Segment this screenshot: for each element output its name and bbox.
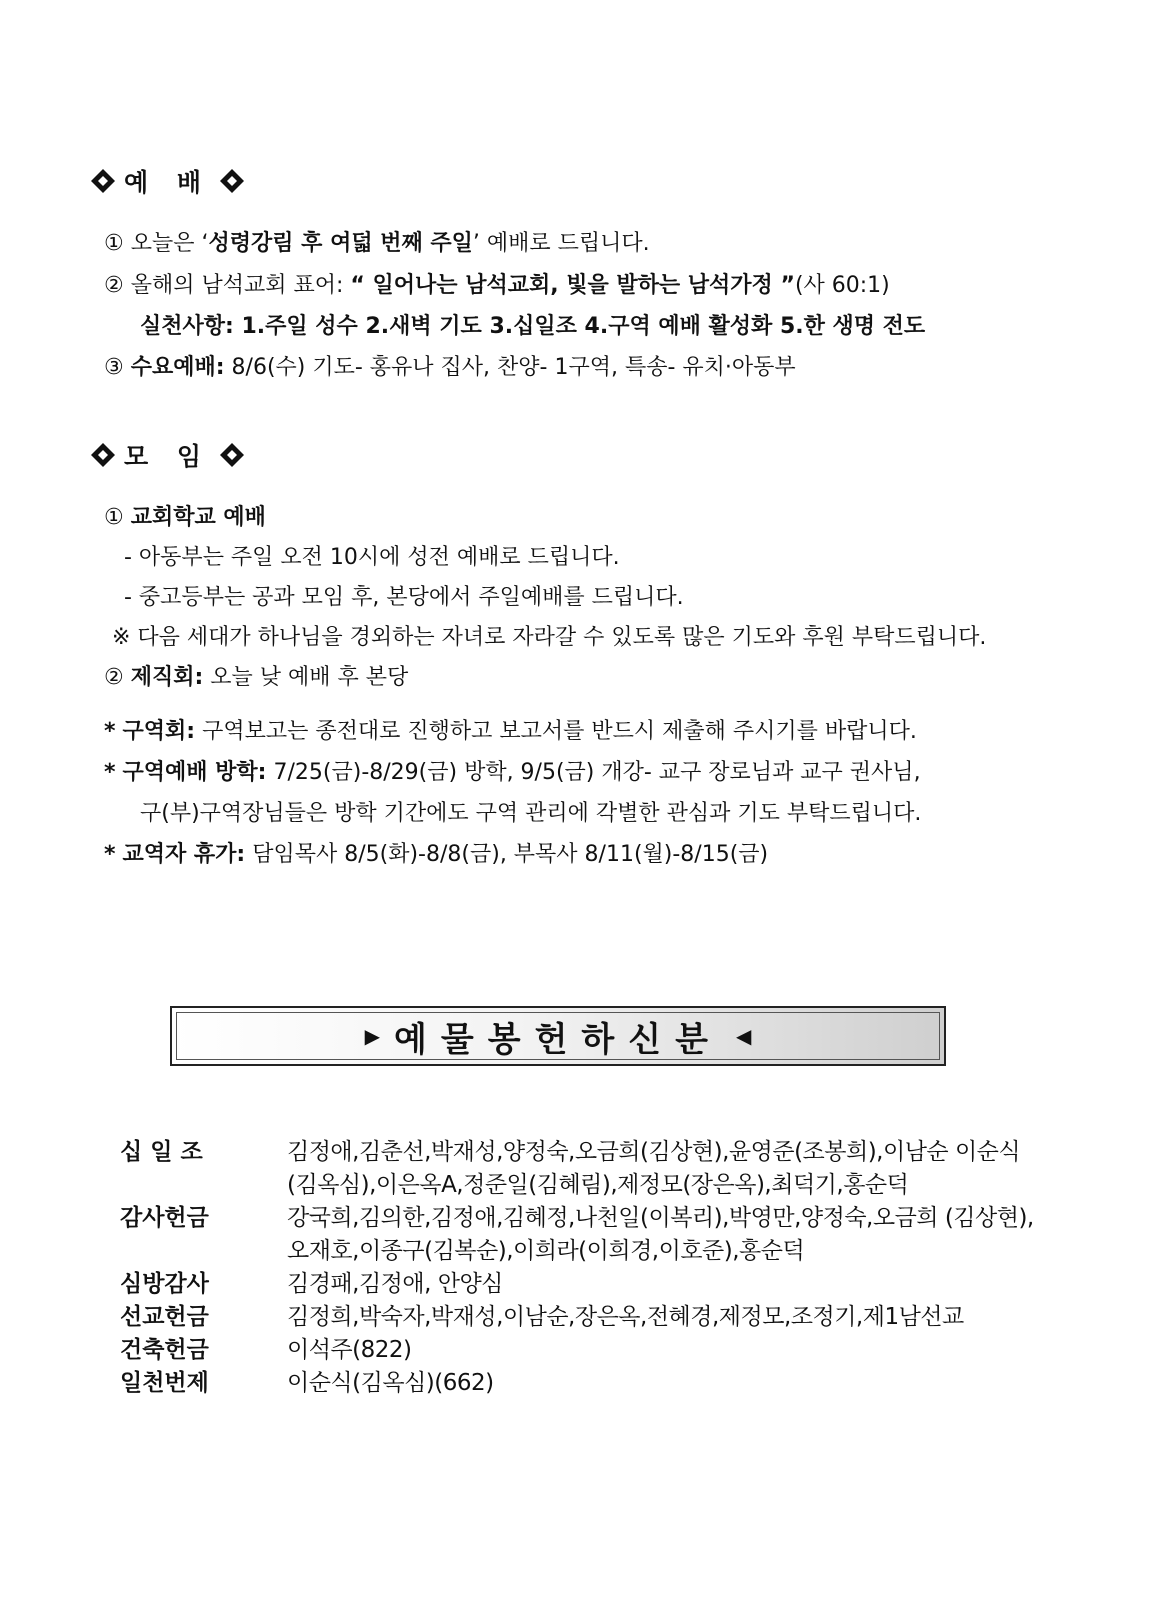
meeting-title-text: 모 임 (124, 442, 212, 471)
offering-label: 심방감사 (120, 1271, 209, 1297)
offering-row-mission (120, 1301, 1050, 1334)
item-number: ③ (104, 355, 124, 380)
offering-label: 일천번제 (120, 1370, 209, 1396)
worship-line-2 (104, 272, 890, 300)
meeting-star-1 (104, 718, 917, 746)
worship-section-title (90, 163, 245, 199)
item-number: ② (104, 273, 124, 298)
meeting-line-4: ※ 다음 세대가 하나님을 경외하는 자녀로 자라갈 수 있도록 많은 기도와 후원 부탁드립니다. (112, 625, 987, 650)
banner-text (365, 1012, 752, 1061)
meeting-star-2-cont: 구(부)구역장님들은 방학 기간에도 구역 관리에 각별한 관심과 기도 부탁드립니다. (140, 801, 922, 826)
offering-row-building (120, 1334, 1050, 1367)
star-bullet: * (104, 719, 116, 744)
offering-names: 김정희,박숙자,박재성,이남순,장은옥,전혜경,제정모,조정기,제1남선교 (287, 1304, 964, 1330)
worship-line-3 (140, 313, 925, 341)
meeting-line-2: - 아동부는 주일 오전 10시에 성전 예배로 드립니다. (124, 545, 620, 570)
offering-row-tithe (120, 1136, 1050, 1202)
star-bullet: * (104, 760, 116, 785)
text: 7/25(금)-8/29(금) 방학, 9/5(금) 개강- 교구 장로님과 교구 권사님, (266, 760, 921, 785)
meeting-line-3: - 중고등부는 공과 모임 후, 본당에서 주일예배를 드립니다. (124, 585, 684, 610)
text: (사 60:1) (794, 273, 890, 298)
practice-list: : 1.주일 성수 2.새벽 기도 3.십일조 4.구역 예배 활성화 5.한 생명 전도 (225, 314, 926, 339)
text: 8/6(수) 기도- 홍유나 집사, 찬양- 1구역, 특송- 유치·아동부 (224, 355, 796, 380)
bold-text: 실천사항 (140, 314, 226, 339)
diamond-icon (219, 442, 245, 468)
meeting-star-2 (104, 759, 921, 787)
bold-text: 성령강림 후 여덟 번째 주일 (208, 231, 473, 256)
item-number: ① (104, 231, 124, 256)
worship-line-4 (104, 354, 796, 382)
motto-text: “ 일어나는 남석교회, 빛을 발하는 남석가정 ” (350, 273, 795, 298)
worship-line-1 (104, 230, 650, 258)
offering-names: 이석주(822) (287, 1337, 412, 1363)
offering-label: 감사헌금 (120, 1205, 209, 1231)
offering-names: 이순식(김옥심)(662) (287, 1370, 494, 1396)
item-number: ① (104, 505, 124, 530)
meeting-line-1 (104, 504, 266, 532)
offering-names: 김정애,김춘선,박재성,양정숙,오금희(김상현),윤영준(조봉희),이남순 이순식(김옥심),이은옥A,정준일(김혜림),제정모(장은옥),최덕기,홍순덕 (287, 1139, 1021, 1198)
text: 올해의 남석교회 표어: (130, 273, 351, 298)
text: 담임목사 8/5(화)-8/8(금), 부목사 8/11(월)-8/15(금) (245, 842, 769, 867)
bold-text: 제직회: (130, 665, 204, 690)
star-bullet: * (104, 842, 116, 867)
bold-text: 교역자 휴가: (122, 842, 246, 867)
text: ’ 예배로 드립니다. (472, 231, 650, 256)
offering-names: 강국희,김의한,김정애,김혜정,나천일(이복리),박영만,양정숙,오금희 (김상현),오재호,이종구(김복순),이희라(이희경,이호준),홍순덕 (287, 1205, 1034, 1264)
diamond-icon (90, 168, 116, 194)
offering-row-thousand (120, 1367, 1050, 1400)
offering-label: 건축헌금 (120, 1337, 209, 1363)
meeting-section-title (90, 437, 245, 473)
offering-banner (170, 1006, 946, 1066)
meeting-star-3 (104, 841, 768, 869)
bold-text: 교회학교 예배 (130, 505, 266, 530)
bold-text: 구역예배 방학: (122, 760, 267, 785)
item-number: ② (104, 665, 124, 690)
diamond-icon (219, 168, 245, 194)
bold-text: 구역회: (122, 719, 196, 744)
offering-row-visit (120, 1268, 1050, 1301)
text: 오늘은 ‘ (130, 231, 209, 256)
offering-names: 김경패,김정애, 안양심 (287, 1271, 503, 1297)
bold-text: 수요예배: (130, 355, 225, 380)
triangle-left-icon: ◀ (735, 1024, 752, 1048)
offering-label: 선교헌금 (120, 1304, 209, 1330)
offering-label: 십 일 조 (120, 1139, 203, 1165)
meeting-line-5 (104, 664, 408, 692)
diamond-icon (90, 442, 116, 468)
text: 오늘 낮 예배 후 본당 (203, 665, 409, 690)
banner-title: 예물봉헌하신분 (394, 1019, 722, 1060)
text: 구역보고는 종전대로 진행하고 보고서를 반드시 제출해 주시기를 바랍니다. (195, 719, 917, 744)
offering-row-thanks (120, 1202, 1050, 1268)
triangle-right-icon: ▶ (364, 1024, 381, 1048)
worship-title-text: 예 배 (124, 168, 212, 197)
